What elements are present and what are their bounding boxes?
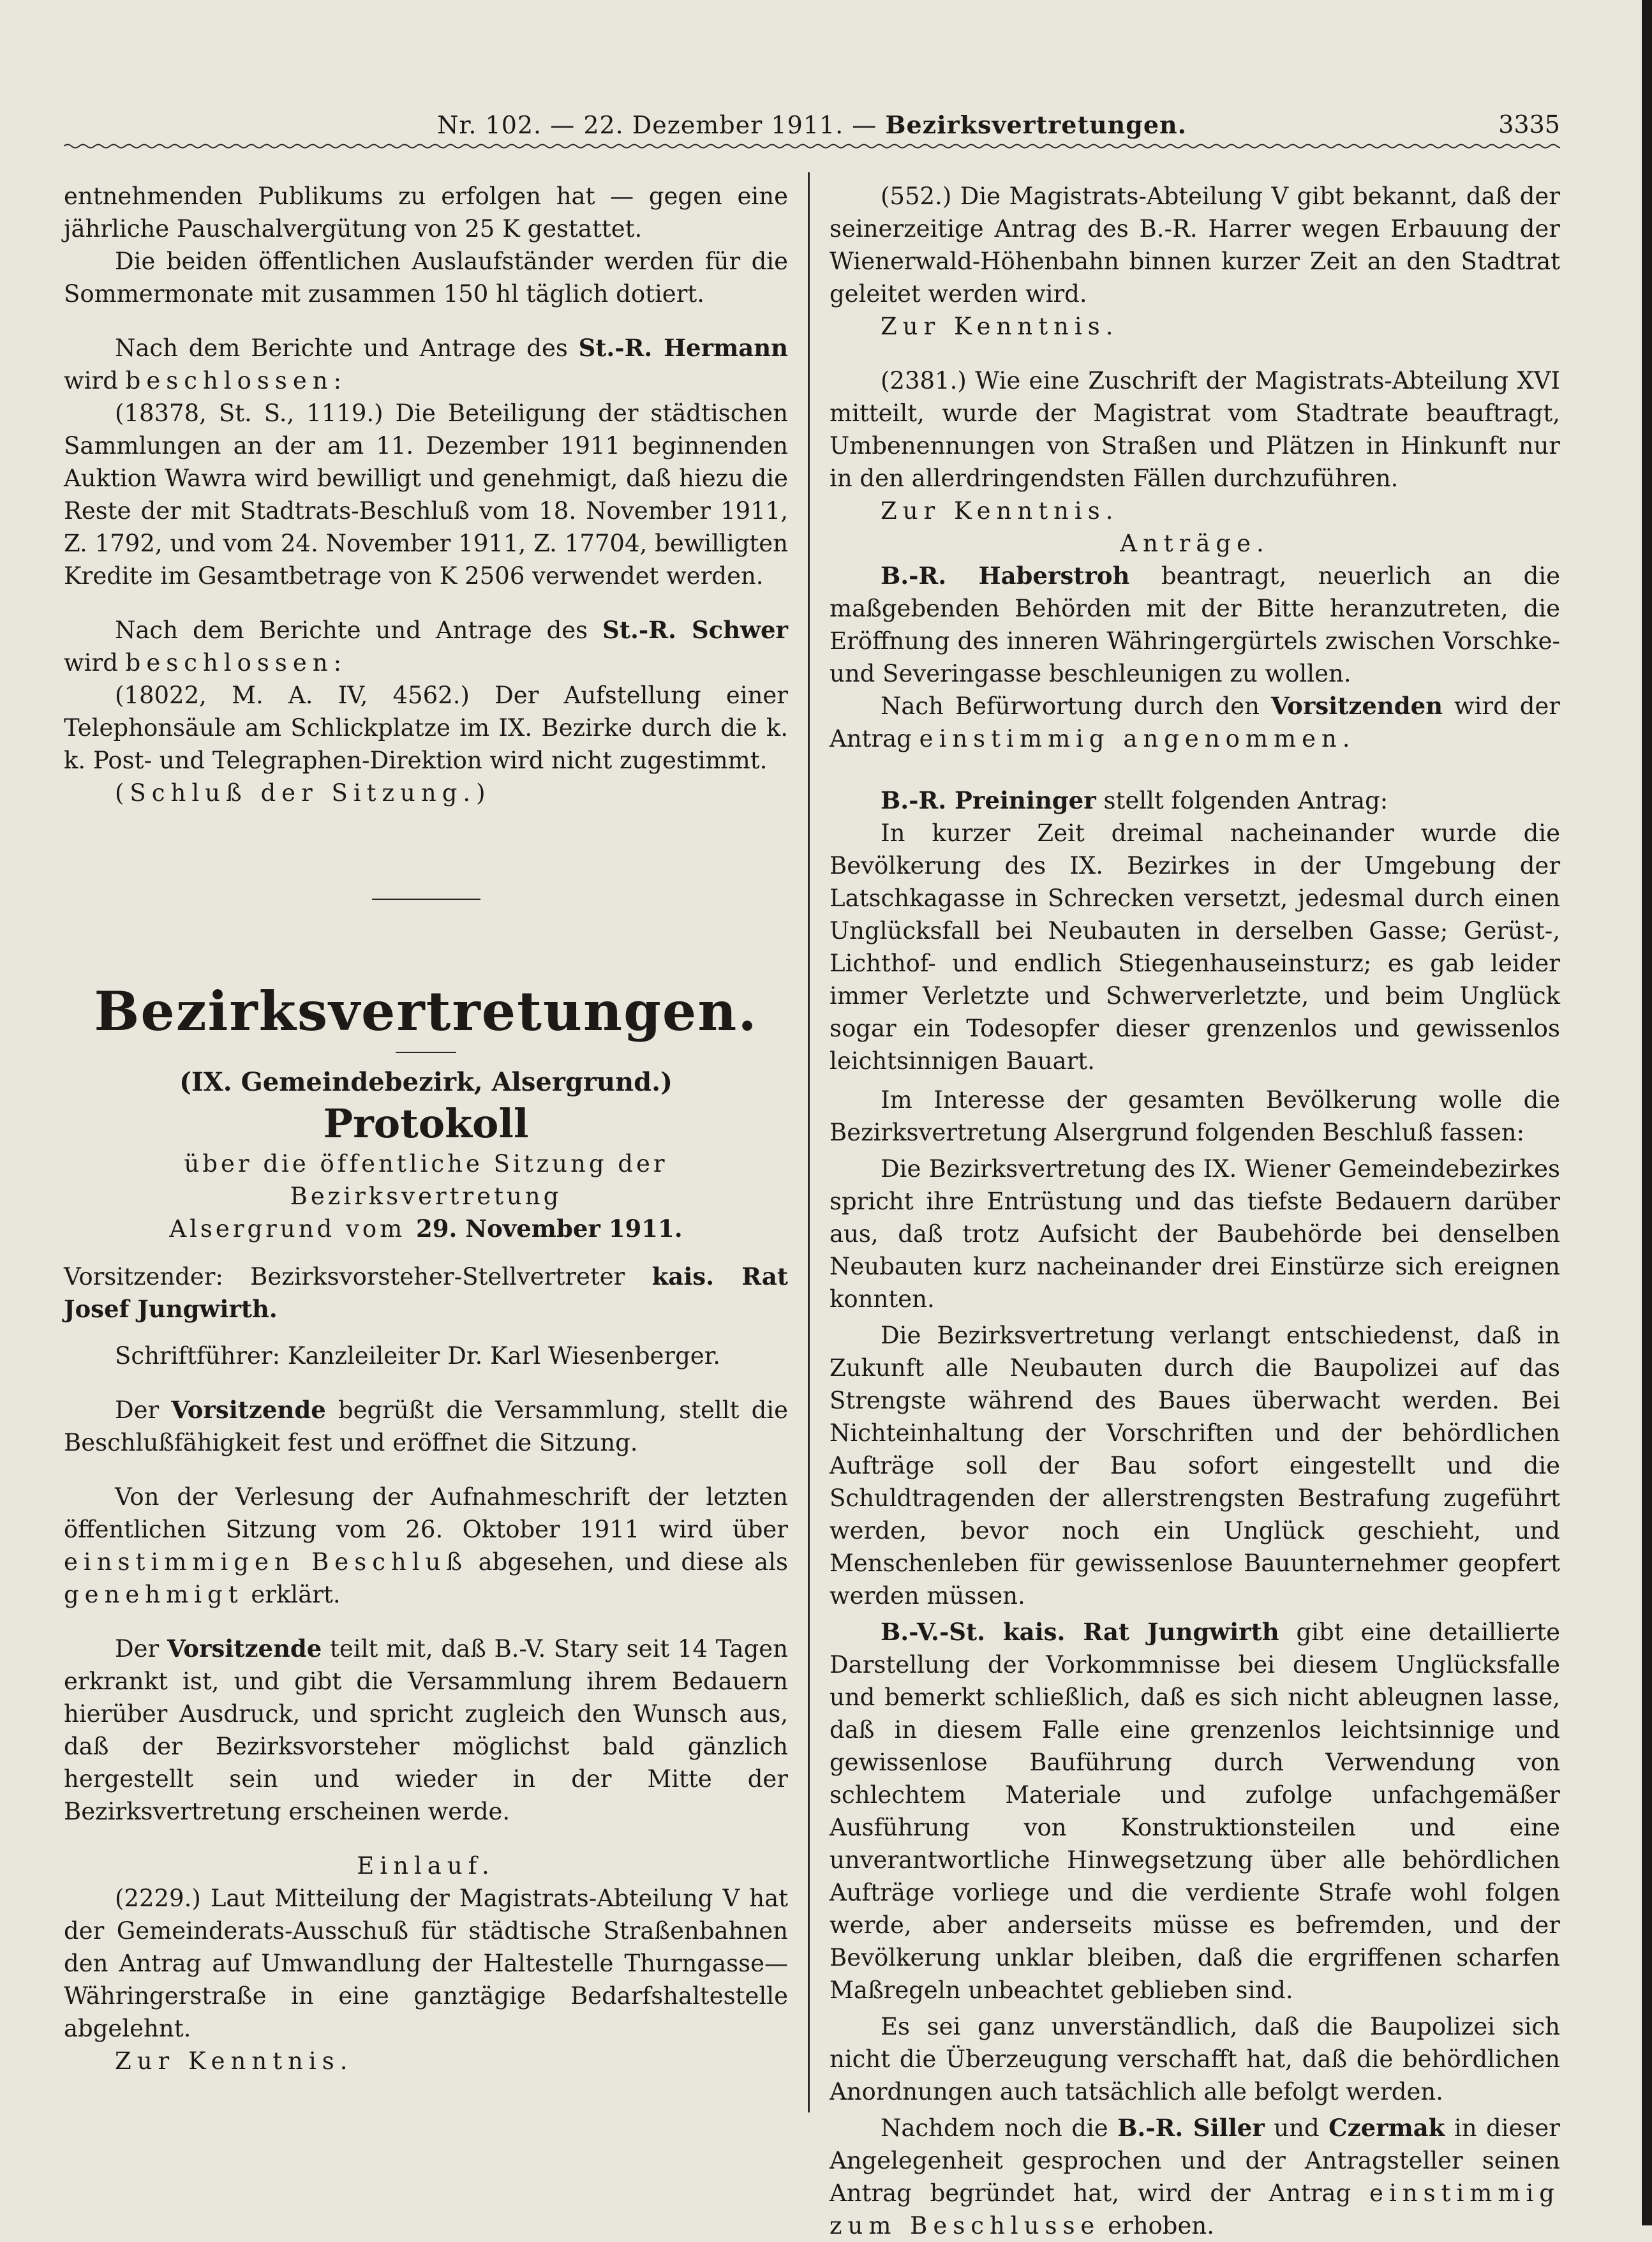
zur-kenntnis: Zur Kenntnis. [881,313,1119,340]
paragraph: Die beiden öffentlichen Auslaufständer werden für die Sommermonate mit zusammen 150 hl täglich dotiert. [64,248,788,308]
column-divider-top [808,172,810,798]
speaker-name: Vorsitzende [171,1396,326,1424]
paragraph: Die Bezirksvertretung verlangt entschiedenst, daß in Zukunft alle Neubauten durch die Baupolizei auf das Strengste während des Baues überwacht werden. Bei Nichteinhaltung der Vorschriften und der behördlichen Aufträge soll der Bau sofort eingestellt und die Schuldtragenden der allerstrengsten Bestrafung zugeführt werden, bevor noch ein Unglück geschieht, und Menschenleben für gewissenlose Bauunternehmer geopfert werden müssen. [830,1322,1560,1610]
paragraph: (2229.) Laut Mitteilung der Magistrats-Abteilung V hat der Gemeinderats-Ausschuß für städtische Straßenbahnen den Antrag auf Umwandlung der Haltestelle Thurngasse—Währingerstraße in eine ganztägige Bedarfshaltestelle abgelehnt. [64,1885,788,2042]
chairman: Vorsitzender: Bezirksvorsteher-Stellvertreter kais. Rat Josef Jungwirth. [64,1262,788,1323]
speaker-name: B.-R. Haberstroh [881,562,1130,590]
zur-kenntnis: Zur Kenntnis. [881,497,1119,525]
paragraph: (18378, St. S., 1119.) Die Beteiligung der städtischen Sammlungen an der am 11. Dezember 1911 beginnenden Auktion Wawra wird bewilligt und genehmigt, daß hiezu die Reste der mit Stadtrats-Beschluß vom 18. November 1911, Z. 1792, und vom 24. November 1911, Z. 17704, bewilligten Kredite im Gesamtbetrage von K 2506 verwendet werden. [64,400,788,590]
paragraph: Der Vorsitzende begrüßt die Versammlung, stellt die Beschlußfähigkeit fest und eröffnet die Sitzung. [64,1396,789,1456]
paragraph: Der Vorsitzende teilt mit, daß B.-V. Stary seit 14 Tagen erkrankt ist, und gibt die Versammlung ihrem Bedauern hierüber Ausdruck, und spricht zugleich den Wunsch aus, daß der Bezirksvorsteher möglichst bald gänzlich hergestellt sein und wieder in der Mitte der Bezirksvertretung erscheinen werde. [64,1634,789,1825]
speaker-name: Vorsitzenden [1270,692,1443,720]
paragraph: Im Interesse der gesamten Bevölkerung wolle die Bezirksvertretung Alsergrund folgenden Beschluß fassen: [830,1086,1560,1146]
left-column [64,180,788,2077]
paragraph: (552.) Die Magistrats-Abteilung V gibt bekannt, daß der seinerzeitige Antrag des B.-R. Harrer wegen Erbauung der Wienerwald-Höhenbahn binnen kurzer Zeit an den Stadtrat geleitet werden wird. [830,183,1560,308]
paragraph: Es sei ganz unverständlich, daß die Baupolizei sich nicht die Überzeugung verschafft hat, daß die behördlichen Anordnungen auch tatsächlich alle befolgt werden. [830,2013,1560,2105]
page-number: 3335 [1498,110,1560,138]
section-name: Bezirksvertretungen. [885,110,1187,139]
antraege-heading: Anträge. [1120,530,1270,557]
column-divider-bottom [808,798,810,2112]
session-date-line: Alsergrund vom 29. November 1911. [169,1214,683,1243]
section-divider [372,899,480,900]
session-close: (Schluß der Sitzung.) [115,779,491,807]
title-rule [396,1052,456,1053]
protokoll-heading: Protokoll [323,1100,529,1147]
einlauf-heading: Einlauf. [357,1852,495,1880]
paragraph: Nachdem noch die B.-R. Siller und Czermak in dieser Angelegenheit gesprochen und der Antragsteller seinen Antrag begründet hat, wird der Antrag einstimmig zum Beschlusse erhoben. [830,2114,1560,2239]
paragraph: (18022, M. A. IV, 4562.) Der Aufstellung einer Telephonsäule am Schlickplatze im IX. Bezirke durch die k. k. Post- und Telegraphen-Direktion wird nicht zugestimmt. [64,682,788,774]
paragraph: Nach Befürwortung durch den Vorsitzenden wird der Antrag einstimmig angenommen. [830,692,1560,752]
speaker-name: B.-R. Preininger [881,786,1096,814]
issue-date: 22. Dezember 1911. [583,111,844,139]
session-date: 29. November 1911. [416,1214,683,1243]
speaker-name: St.-R. Hermann [578,334,788,362]
paragraph: Nach dem Berichte und Antrage des St.-R. Schwer wird beschlossen: [64,616,788,676]
paragraph: B.-R. Haberstroh beantragt, neuerlich an die maßgebenden Behörden mit der Bitte heranzutreten, die Eröffnung des inneren Währingergürtels zwischen Vorschke- und Severingasse beschleunigen zu wollen. [830,562,1561,687]
paragraph: (2381.) Wie eine Zuschrift der Magistrats-Abteilung XVI mitteilt, wurde der Magistrat vom Stadtrate beauftragt, Umbenennungen von Straßen und Plätzen in Hinkunft nur in den allerdringendsten Fällen durchzuführen. [830,367,1560,492]
section-title: Bezirksvertretungen. [94,980,758,1043]
paragraph: entnehmenden Publikums zu erfolgen hat — gegen eine jährliche Pauschalvergütung von 25 K gestattet. [64,183,788,243]
speaker-name: B.-R. Siller [1117,2114,1265,2142]
speaker-name: Vorsitzende [167,1634,322,1663]
paragraph: In kurzer Zeit dreimal nacheinander wurde die Bevölkerung des IX. Bezirkes in der Umgebung der Latschkagasse in Schrecken versetzt, jedesmal durch einen Unglücksfall bei Neubauten in derselben Gasse; Gerüst-, Lichthof- und endlich Stiegenhauseinsturz; es gab leider immer Verletzte und Schwerverletzte, und beim Unglück sogar ein Todesopfer dieser grenzenlos und gewissenlos leichtsinnigen Bauart. [830,819,1560,1075]
paragraph: Von der Verlesung der Aufnahmeschrift der letzten öffentlichen Sitzung vom 26. Oktober 1911 wird über einstimmigen Beschluß abgesehen, und diese als genehmigt erklärt. [64,1483,788,1608]
header-wavy-rule [64,142,1560,151]
speaker-name: Czermak [1328,2114,1445,2142]
paragraph: Nach dem Berichte und Antrage des St.-R. Hermann wird beschlossen: [64,334,788,394]
speaker-name: B.-V.-St. kais. Rat Jungwirth [881,1618,1279,1646]
right-column [830,180,1560,2242]
chairman-name: kais. Rat Josef Jungwirth. [64,1262,788,1323]
session-about: über die öffentliche Sitzung der Bezirksvertretung [184,1150,668,1210]
paragraph: B.-R. Preininger stellt folgenden Antrag: [881,786,1388,814]
paragraph: Die Bezirksvertretung des IX. Wiener Gemeindebezirkes spricht ihre Entrüstung und das tiefste Bedauern darüber aus, daß trotz Aufsicht der Baubehörde bei denselben Neubauten kurz nacheinander drei Einstürze sich ereignen konnten. [830,1155,1560,1313]
page-edge [1642,0,1652,2225]
header-title: Nr. 102. — 22. Dezember 1911. — Bezirksvertretungen. [437,110,1187,139]
speaker-name: St.-R. Schwer [602,616,788,644]
zur-kenntnis: Zur Kenntnis. [115,2047,353,2075]
district-heading: (IX. Gemeindebezirk, Alsergrund.) [179,1067,673,1097]
secretary: Schriftführer: Kanzleileiter Dr. Karl Wiesenberger. [115,1342,721,1370]
issue-number: Nr. 102. [437,111,542,139]
paragraph: B.-V.-St. kais. Rat Jungwirth gibt eine detaillierte Darstellung der Vorkommnisse bei diesem Unglücksfalle und bemerkt schließlich, daß es sich nicht ableugnen lasse, daß in diesem Falle eine grenzenlos leichtsinnige und gewissenlose Bauführung durch Verwendung von schlechtem Materiale und zufolge unfachgemäßer Ausführung von Konstruktionsteilen und eine unverantwortliche Hinwegsetzung über alle behördlichen Aufträge vorliege und die verdiente Strafe wohl folgen werde, aber anderseits müsse es befremden, und der Bevölkerung unklar bleiben, daß die ergriffenen scharfen Maßregeln unbeachtet geblieben sind. [830,1618,1560,2004]
